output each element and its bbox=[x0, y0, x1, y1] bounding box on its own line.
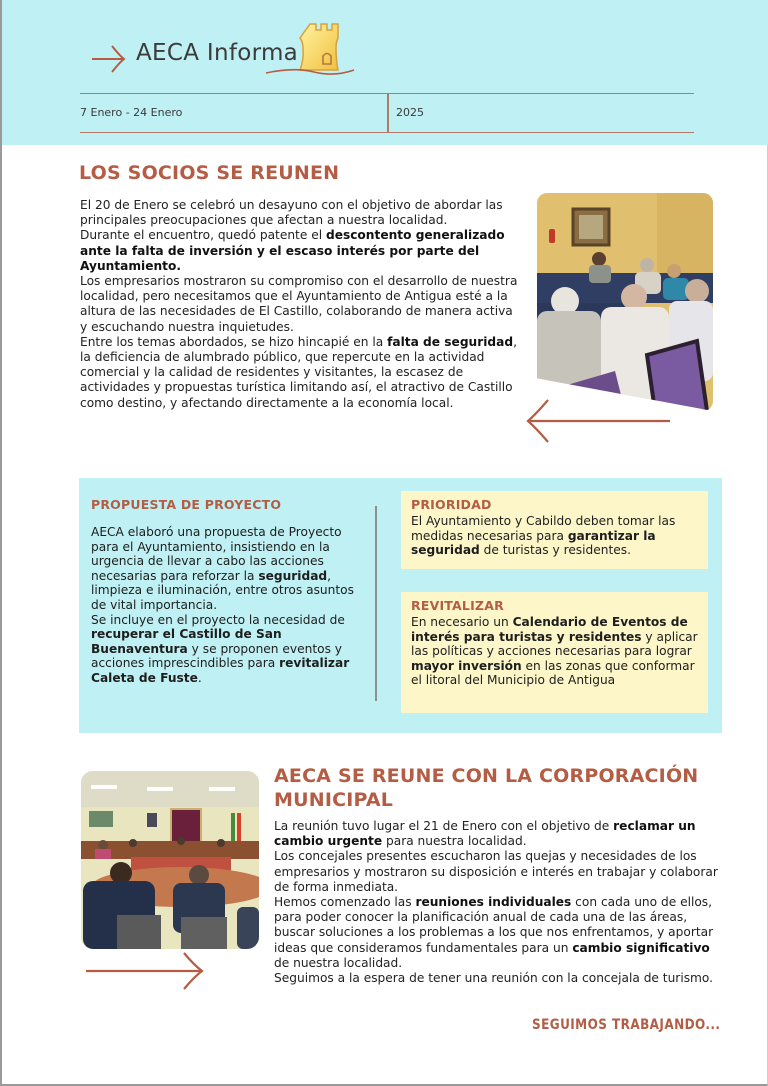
section-body-corporacion bbox=[274, 819, 724, 986]
paragraph bbox=[274, 849, 724, 895]
meeting-photo-image bbox=[537, 193, 713, 411]
text-run: con cada uno de ellos, para poder conocer la planificación anual de cada una de las áreas, buscar soluciones a los problemas a los que nos enfrentamos, y aportar ideas que consideramos fundamentales para un bbox=[274, 895, 714, 955]
text-run: Durante el encuentro, quedó patente el bbox=[80, 228, 326, 243]
callout-title-prioridad: PRIORIDAD bbox=[411, 497, 492, 512]
text-run: y aplicar las políticas y acciones necesarias para lograr bbox=[411, 629, 698, 659]
emphasis-text: revitalizar Caleta de Fuste bbox=[91, 656, 350, 685]
newsletter-header bbox=[2, 0, 768, 145]
paragraph bbox=[274, 895, 724, 971]
project-title: PROPUESTA DE PROYECTO bbox=[91, 497, 282, 512]
emphasis-text: falta de seguridad bbox=[387, 334, 514, 349]
callout-title-revitalizar: REVITALIZAR bbox=[411, 598, 504, 613]
text-run: . bbox=[197, 670, 202, 685]
text-run: La reunión tuvo lugar el 21 de Enero con el objetivo de bbox=[274, 819, 614, 833]
arrow-right-icon bbox=[84, 951, 209, 991]
paragraph bbox=[274, 819, 724, 849]
emphasis-text: reclamar un cambio urgente bbox=[274, 819, 696, 849]
text-run: , limpieza e iluminación, entre otros asuntos de vital importancia. bbox=[91, 568, 354, 612]
section-title-corporacion: AECA SE REUNE CON LA CORPORACIÓN MUNICIPAL bbox=[274, 765, 699, 811]
emphasis-text: mayor inversión bbox=[411, 658, 522, 673]
text-run: Los empresarios mostraron su compromiso con el desarrollo de nuestra localidad, pero necesitamos que el Ayuntamiento de Antigua esté a la altura de las necesidades de El Castillo, colaborando de manera activa y escuchando nuestra inquietudes. bbox=[80, 274, 518, 334]
emphasis-text: cambio significativo bbox=[572, 940, 710, 955]
text-run: de nuestra localidad. bbox=[274, 955, 403, 970]
council-photo-image bbox=[81, 771, 259, 949]
paragraph bbox=[91, 525, 356, 613]
section-title-socios: LOS SOCIOS SE REUNEN bbox=[79, 162, 340, 184]
section-body-socios bbox=[80, 198, 520, 411]
text-run: El Ayuntamiento y Cabildo deben tomar las medidas necesarias para bbox=[411, 514, 676, 543]
text-run: El 20 de Enero se celebró un desayuno con el objetivo de abordar las principales preocupaciones que afectan a nuestra localidad. bbox=[80, 198, 503, 228]
paragraph bbox=[80, 274, 520, 335]
text-run: en las zonas que conformar el litoral del Municipio de Antigua bbox=[411, 658, 695, 688]
text-run: y se proponen eventos y acciones imprescindibles para bbox=[91, 641, 343, 671]
emphasis-text: seguridad bbox=[258, 568, 328, 583]
closing-tagline: SEGUIMOS TRABAJANDO... bbox=[532, 1017, 721, 1033]
callout-revitalizar bbox=[401, 592, 708, 713]
photo-corporacion-meeting bbox=[81, 771, 259, 949]
arrow-right-icon bbox=[90, 44, 128, 74]
emphasis-text: Calendario de Eventos de interés para turistas y residentes bbox=[411, 615, 688, 644]
brand-title: AECA Informa bbox=[136, 40, 299, 66]
emphasis-text: reuniones individuales bbox=[415, 895, 572, 910]
text-run: Se incluye en el proyecto la necesidad de bbox=[91, 612, 345, 627]
project-proposal-panel bbox=[79, 478, 722, 733]
callout-prioridad bbox=[401, 491, 708, 569]
emphasis-text: garantizar la seguridad bbox=[411, 528, 656, 558]
text-run: Seguimos a la espera de tener una reunión con la concejala de turismo. bbox=[274, 971, 714, 986]
paragraph bbox=[80, 198, 520, 228]
paragraph bbox=[91, 613, 356, 686]
text-run: Los concejales presentes escucharon las quejas y necesidades de los empresarios y mostraron su disposición e interés en trabajar y colaborar de forma inmediata. bbox=[274, 849, 718, 894]
text-run: para nuestra localidad. bbox=[382, 834, 527, 849]
paragraph bbox=[80, 335, 520, 411]
project-body bbox=[91, 525, 356, 686]
text-run: En necesario un bbox=[411, 615, 513, 629]
text-run: Hemos comenzado las bbox=[274, 895, 416, 910]
project-divider bbox=[375, 506, 377, 701]
text-run: de turistas y residentes. bbox=[479, 543, 632, 558]
meta-divider bbox=[387, 94, 389, 132]
paragraph bbox=[274, 971, 724, 986]
arrow-left-icon bbox=[522, 398, 672, 444]
emphasis-text: recuperar el Castillo de San Buenaventura bbox=[91, 627, 282, 656]
issue-meta-row bbox=[80, 93, 694, 133]
castle-tower-logo-icon bbox=[264, 20, 356, 80]
text-run: Entre los temas abordados, se hizo hincapié en la bbox=[80, 334, 388, 349]
callout-text-prioridad bbox=[411, 514, 698, 558]
text-run: , la deficiencia de alumbrado público, que repercute en la actividad comercial y la calidad de residentes y visitantes, la escasez de actividades y propuestas turística limitando así, el atractivo de Castillo como destino, y afectando directamente a la economía local. bbox=[80, 334, 517, 410]
issue-date-range: 7 Enero - 24 Enero bbox=[80, 106, 183, 119]
paragraph bbox=[80, 228, 520, 274]
issue-year: 2025 bbox=[396, 106, 424, 119]
photo-socios-meeting bbox=[537, 193, 713, 411]
callout-text-revitalizar bbox=[411, 615, 698, 688]
emphasis-text: descontento generalizado ante la falta de inversión y el escaso interés por parte del Ayuntamiento. bbox=[80, 228, 505, 273]
text-run: AECA elaboró una propuesta de Proyecto para el Ayuntamiento, insistiendo en la urgencia de llevar a cabo las acciones necesarias para reforzar la bbox=[91, 525, 342, 583]
